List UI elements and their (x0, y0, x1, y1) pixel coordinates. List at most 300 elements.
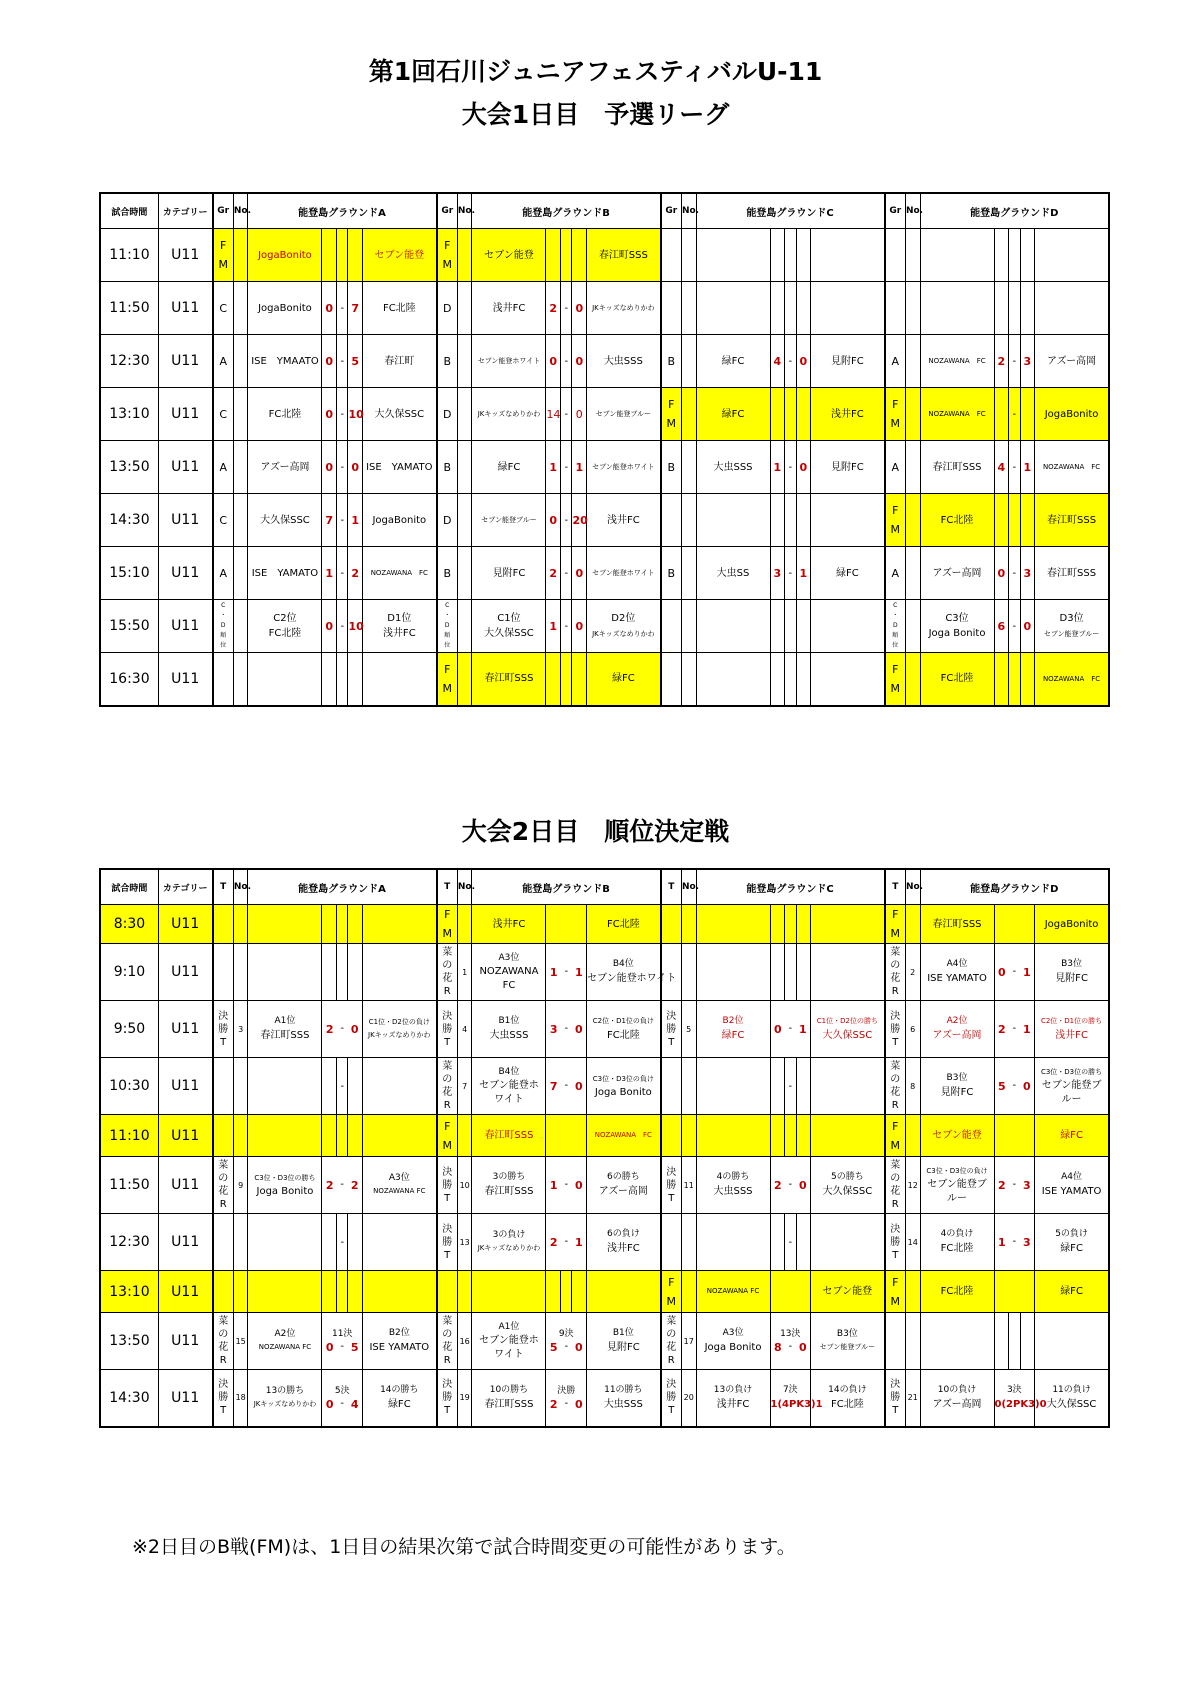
home-team: NOZAWANA FC (920, 388, 994, 441)
away-score: 0 (572, 600, 587, 653)
away-score: 5 (348, 335, 363, 388)
match-time: 14:30 (100, 1370, 158, 1427)
away-score: 3 (1020, 547, 1035, 600)
match-category: U11 (158, 600, 212, 653)
match-category: U11 (158, 282, 212, 335)
home-score: 0 (773, 1022, 782, 1036)
home-score: 2 (994, 335, 1009, 388)
group-label: C ・ D 順 位 (213, 600, 234, 653)
home-team: FC北陸 (920, 653, 994, 706)
home-seed-label: 13の負け (713, 1384, 753, 1395)
match-row (100, 388, 1109, 441)
away-score (572, 229, 587, 282)
group-label: B (661, 547, 682, 600)
away-team: D3位 セブン能登ブルー (1035, 600, 1109, 653)
home-score: 2 (325, 1022, 334, 1036)
away-seed-label: C2位・D1位の負け (592, 1017, 654, 1025)
away-score: 1 (798, 1022, 807, 1036)
score-separator: - (561, 388, 572, 441)
match-row (100, 600, 1109, 653)
match-score: 1 - 1 (546, 944, 587, 1001)
match-score: 7決 1(4PK3)1 (770, 1370, 811, 1427)
header-category: カテゴリー (158, 869, 212, 905)
away-team: A3位 NOZAWANA FC (363, 1157, 437, 1214)
home-team: NOZAWANA FC (920, 335, 994, 388)
away-team: JogaBonito (1035, 388, 1109, 441)
header-group: Gr (213, 193, 234, 229)
match-time: 9:10 (100, 944, 158, 1001)
match-score: 7 - 0 (546, 1058, 587, 1115)
home-team: ISE YMAATO (248, 335, 322, 388)
away-team: セブン能登ホワイト (587, 441, 661, 494)
match-score: 5決 0 - 4 (322, 1370, 363, 1427)
match-row (100, 229, 1109, 282)
match-time: 12:30 (100, 335, 158, 388)
match-category: U11 (158, 905, 212, 944)
score-separator: - (785, 335, 796, 388)
away-seed-label: C1位・D2位の負け (368, 1018, 430, 1026)
group-label: 決 勝 T (885, 1214, 906, 1271)
away-team: 春江町SSS (1035, 547, 1109, 600)
home-seed-label: B4位 (498, 1066, 520, 1077)
home-score: 0 (994, 547, 1009, 600)
away-seed-label: A3位 (388, 1173, 410, 1183)
home-team: A1位 セブン能登ホワイト (472, 1313, 546, 1370)
match-score: 2 - 0 (322, 1001, 363, 1058)
home-score: 0 (322, 282, 337, 335)
match-number: 1 (457, 944, 472, 1001)
header-row (100, 193, 1109, 229)
home-seed-label: 4の負け (940, 1229, 974, 1239)
group-label: A (885, 547, 906, 600)
match-time: 11:50 (100, 1157, 158, 1214)
away-seed-label: C1位・D2位の勝ち (816, 1017, 878, 1025)
home-seed-label: A3位 (722, 1328, 744, 1338)
match-time: 10:30 (100, 1058, 158, 1115)
away-team: NOZAWANA FC (1035, 441, 1109, 494)
away-seed-label: B4位 (612, 959, 634, 969)
away-team: B2位 ISE YAMATO (363, 1313, 437, 1370)
home-seed-label: 4の勝ち (716, 1172, 750, 1182)
score-separator: - (337, 282, 348, 335)
away-score: 2 (350, 1178, 359, 1192)
away-team: C2位・D1位の勝ち 浅井FC (1035, 1001, 1109, 1058)
match-row (100, 1271, 1109, 1313)
home-score (546, 653, 561, 706)
match-row (100, 335, 1109, 388)
away-score: 0 (798, 1341, 807, 1354)
group-label: F M (885, 388, 906, 441)
away-score (1020, 653, 1035, 706)
group-label: 決 勝 T (213, 1370, 234, 1427)
home-team: 4の勝ち 大虫SSS (696, 1157, 770, 1214)
home-score: 1 (546, 600, 561, 653)
match-category: U11 (158, 441, 212, 494)
home-team: 13の負け 浅井FC (696, 1370, 770, 1427)
group-label: C (213, 388, 234, 441)
away-score: 0 (798, 1178, 807, 1192)
away-score: 4 (350, 1397, 359, 1411)
header-group: T (885, 869, 906, 905)
home-seed-label: C3位・D3位の負け (926, 1166, 988, 1175)
day1-schedule-table (99, 192, 1110, 707)
home-score: 1 (322, 547, 337, 600)
home-team: A1位 春江町SSS (248, 1001, 322, 1058)
away-score: 0 (572, 388, 587, 441)
match-round-label: 3決 (1006, 1384, 1022, 1395)
away-team: 14の負け FC北陸 (811, 1370, 885, 1427)
home-score: 5 (997, 1079, 1006, 1093)
match-time: 13:10 (100, 388, 158, 441)
group-label: D (437, 388, 458, 441)
header-ground-d: 能登島グラウンドD (920, 869, 1109, 905)
home-team: JogaBonito (248, 282, 322, 335)
home-team: C3位 Joga Bonito (920, 600, 994, 653)
away-team: 緑FC (1035, 1271, 1109, 1313)
match-score (994, 1115, 1035, 1157)
group-label: 決 勝 T (661, 1001, 682, 1058)
group-label: 決 勝 T (885, 1370, 906, 1427)
away-score: 0 (796, 441, 811, 494)
home-score: 0 (322, 335, 337, 388)
away-score: 0 (574, 1022, 583, 1036)
away-score: 0 (1022, 1079, 1031, 1093)
match-category: U11 (158, 1313, 212, 1370)
home-team: ISE YAMATO (248, 547, 322, 600)
home-seed-label: C3位・D3位の勝ち (254, 1173, 316, 1182)
match-number (681, 1271, 696, 1313)
away-score: 3 (1020, 335, 1035, 388)
score-separator: - (561, 547, 572, 600)
group-label: 決 勝 T (437, 1001, 458, 1058)
header-category: カテゴリー (158, 193, 212, 229)
match-round-label: 決勝 (557, 1385, 576, 1396)
away-team: B3位 見附FC (1035, 944, 1109, 1001)
match-number: 19 (457, 1370, 472, 1427)
away-seed-label: B1位 (612, 1328, 634, 1338)
away-team: セブン能登 (811, 1271, 885, 1313)
home-team: 緑FC (472, 441, 546, 494)
day2-schedule-table (99, 868, 1110, 1428)
home-score: 4 (770, 335, 785, 388)
away-team: 浅井FC (811, 388, 885, 441)
away-team: セブン能登ブルー (587, 388, 661, 441)
group-label: 決 勝 T (213, 1001, 234, 1058)
away-team: B3位 セブン能登ブルー (811, 1313, 885, 1370)
score-separator: - (561, 441, 572, 494)
group-label: 決 勝 T (661, 1157, 682, 1214)
match-number: 15 (233, 1313, 248, 1370)
away-score: 1 (1022, 965, 1031, 979)
away-team: JogaBonito (363, 494, 437, 547)
away-team: 春江町 (363, 335, 437, 388)
away-team: 緑FC (811, 547, 885, 600)
away-score: 0 (574, 1178, 583, 1192)
day2-title: 大会2日目 順位決定戦 (461, 817, 730, 846)
match-time: 11:10 (100, 229, 158, 282)
match-time: 15:10 (100, 547, 158, 600)
away-score: 10 (348, 600, 363, 653)
home-team: C2位 FC北陸 (248, 600, 322, 653)
away-team: 浅井FC (587, 494, 661, 547)
match-number: 21 (905, 1370, 920, 1427)
score-separator: - (337, 600, 348, 653)
home-team: アズー高岡 (920, 547, 994, 600)
header-time: 試合時間 (100, 869, 158, 905)
group-label: F M (661, 388, 682, 441)
home-seed-label: 3の負け (492, 1230, 526, 1240)
group-label: 菜 の 花 R (437, 944, 458, 1001)
away-score: 0 (574, 1341, 583, 1354)
away-team: JKキッズなめりかわ (587, 282, 661, 335)
home-score: 5 (549, 1341, 558, 1354)
match-score: 2 - 3 (994, 1157, 1035, 1214)
home-score (994, 653, 1009, 706)
away-score (1020, 494, 1035, 547)
day1-title: 大会1日目 予選リーグ (461, 100, 730, 129)
match-number (905, 905, 920, 944)
home-team: C3位・D3位の負け セブン能登ブルー (920, 1157, 994, 1214)
group-label: F M (437, 1115, 458, 1157)
group-label: C ・ D 順 位 (437, 600, 458, 653)
home-seed-label: A2位 (274, 1329, 296, 1339)
home-score: 0 (322, 388, 337, 441)
match-score: 2 - 2 (322, 1157, 363, 1214)
home-score: 2 (997, 1022, 1006, 1036)
score-separator: - (561, 600, 572, 653)
match-category: U11 (158, 335, 212, 388)
home-score: 6 (994, 600, 1009, 653)
away-team: 大虫SSS (587, 335, 661, 388)
match-number: 2 (905, 944, 920, 1001)
match-category: U11 (158, 547, 212, 600)
score-separator: - (785, 441, 796, 494)
match-category: U11 (158, 229, 212, 282)
away-score: 2 (348, 547, 363, 600)
home-team: B2位 緑FC (696, 1001, 770, 1058)
match-time: 14:30 (100, 494, 158, 547)
match-score: 5 - 0 (994, 1058, 1035, 1115)
match-number: 14 (905, 1214, 920, 1271)
home-score: 7 (549, 1079, 558, 1093)
group-label: F M (885, 905, 906, 944)
match-category: U11 (158, 944, 212, 1001)
group-label: 決 勝 T (437, 1214, 458, 1271)
away-team: C1位・D2位の勝ち 大久保SSC (811, 1001, 885, 1058)
header-no: No. (681, 193, 696, 229)
header-group: T (213, 869, 234, 905)
match-row (100, 547, 1109, 600)
group-label: B (661, 441, 682, 494)
match-number (905, 1115, 920, 1157)
away-seed-label: 6の負け (606, 1229, 640, 1239)
home-team: 3の負け JKキッズなめりかわ (472, 1214, 546, 1271)
group-label: F M (885, 1115, 906, 1157)
away-score: 0 (572, 335, 587, 388)
away-seed-label: B3位 (836, 1329, 858, 1339)
match-round-label: 7決 (782, 1384, 798, 1395)
home-score: 1 (546, 441, 561, 494)
header-ground-b: 能登島グラウンドB (472, 869, 661, 905)
home-score: 1 (549, 1178, 558, 1192)
match-round-label: 5決 (334, 1385, 350, 1396)
score-separator (337, 229, 348, 282)
match-score (546, 1115, 587, 1157)
away-team: 14の勝ち 緑FC (363, 1370, 437, 1427)
group-label: F M (437, 653, 458, 706)
match-number: 5 (681, 1001, 696, 1058)
away-team: 見附FC (811, 441, 885, 494)
home-team: 見附FC (472, 547, 546, 600)
home-seed-label: 10の勝ち (489, 1384, 529, 1395)
home-team: 10の負け アズー高岡 (920, 1370, 994, 1427)
away-score: 1 (574, 1235, 583, 1249)
away-score: 20 (572, 494, 587, 547)
home-team: 緑FC (696, 335, 770, 388)
home-score: 0 (322, 600, 337, 653)
group-label: B (437, 335, 458, 388)
away-team: C1位・D2位の負け JKキッズなめりかわ (363, 1001, 437, 1058)
header-group: Gr (437, 193, 458, 229)
score-separator: - (337, 335, 348, 388)
home-score: 2 (325, 1178, 334, 1192)
match-time: 9:50 (100, 1001, 158, 1058)
group-label: A (885, 441, 906, 494)
away-seed-label: 14の勝ち (380, 1384, 419, 1395)
home-team: FC北陸 (920, 1271, 994, 1313)
home-team: JogaBonito (248, 229, 322, 282)
match-score: 9決 5 - 0 (546, 1313, 587, 1370)
score-separator: - (1009, 388, 1020, 441)
group-label: C (213, 494, 234, 547)
home-team: C1位 大久保SSC (472, 600, 546, 653)
group-label: C (213, 282, 234, 335)
header-no: No. (457, 193, 472, 229)
header-time: 試合時間 (100, 193, 158, 229)
away-score: 0 (572, 282, 587, 335)
home-team: セブン能登 (472, 229, 546, 282)
home-team: FC北陸 (920, 494, 994, 547)
match-time: 13:10 (100, 1271, 158, 1313)
home-team: 大虫SSS (696, 441, 770, 494)
away-team: D1位 浅井FC (363, 600, 437, 653)
match-number (457, 905, 472, 944)
footnote: ※2日目のB戦(FM)は、1日目の結果次第で試合時間変更の可能性があります。 (132, 1536, 796, 1558)
match-number: 4 (457, 1001, 472, 1058)
away-team: FC北陸 (363, 282, 437, 335)
away-team: A4位 ISE YAMATO (1035, 1157, 1109, 1214)
match-category: U11 (158, 388, 212, 441)
away-team: 緑FC (1035, 1115, 1109, 1157)
home-team: 春江町SSS (920, 441, 994, 494)
score-separator: - (561, 282, 572, 335)
home-score (770, 388, 785, 441)
score-separator: - (785, 547, 796, 600)
away-seed-label: C3位・D3位の勝ち (1040, 1067, 1103, 1076)
header-ground-b: 能登島グラウンドB (472, 193, 661, 229)
match-number: 20 (681, 1370, 696, 1427)
away-team: D2位 JKキッズなめりかわ (587, 600, 661, 653)
match-number (905, 1271, 920, 1313)
home-score: 0 (546, 494, 561, 547)
match-number: 11 (681, 1157, 696, 1214)
match-number: 12 (905, 1157, 920, 1214)
away-score: 0 (796, 335, 811, 388)
header-group: T (661, 869, 682, 905)
score-separator: - (337, 441, 348, 494)
match-score: 決勝 2 - 0 (546, 1370, 587, 1427)
group-label: F M (885, 653, 906, 706)
score-separator: - (337, 494, 348, 547)
match-number: 10 (457, 1157, 472, 1214)
group-label: 決 勝 T (437, 1370, 458, 1427)
match-score: 13決 8 - 0 (770, 1313, 811, 1370)
away-seed-label: C3位・D3位の負け (592, 1074, 654, 1083)
away-seed-label: A4位 (1061, 1172, 1082, 1182)
away-score (572, 653, 587, 706)
away-team: 見附FC (811, 335, 885, 388)
home-seed-label: B3位 (946, 1073, 968, 1083)
home-team: B4位 セブン能登ホワイト (472, 1058, 546, 1115)
score-separator (561, 229, 572, 282)
match-row: 10:30 U11 - 菜 の 花 R 7 B4位 セブン能登ホワイト 7 - 0 C3位・D3位の負け Joga Bonito - 菜 の 花 R 8 B3位 見附FC 5 - 0 C3位・D3位の勝ち セブン能登ブルー (100, 1058, 1109, 1115)
home-team: B1位 大虫SSS (472, 1001, 546, 1058)
home-score (546, 229, 561, 282)
score-separator: - (1009, 547, 1020, 600)
away-score: 1 (574, 965, 583, 979)
home-score: 0 (325, 1341, 334, 1354)
header-no: No. (457, 869, 472, 905)
away-score: 10 (348, 388, 363, 441)
group-label: B (661, 335, 682, 388)
away-score: 7 (348, 282, 363, 335)
match-score: 1 - 0 (546, 1157, 587, 1214)
away-team: アズー高岡 (1035, 335, 1109, 388)
away-score: 5 (350, 1341, 359, 1354)
home-team: 浅井FC (472, 282, 546, 335)
score-separator: - (1009, 335, 1020, 388)
home-seed-label: 3の勝ち (492, 1172, 526, 1182)
home-seed-label: A2位 (946, 1016, 968, 1026)
home-team: 4の負け FC北陸 (920, 1214, 994, 1271)
away-score: 3 (1022, 1235, 1031, 1249)
away-seed-label: 5の勝ち (830, 1172, 864, 1182)
score-separator: - (337, 547, 348, 600)
home-team: A2位 NOZAWANA FC (248, 1313, 322, 1370)
match-time: 13:50 (100, 441, 158, 494)
score-separator (561, 653, 572, 706)
group-label: D (437, 494, 458, 547)
away-team: ISE YAMATO (363, 441, 437, 494)
home-score: 2 (546, 547, 561, 600)
away-score: 0 (350, 1022, 359, 1036)
home-team: 緑FC (696, 388, 770, 441)
home-score: 1 (997, 1235, 1006, 1249)
away-team: B1位 見附FC (587, 1313, 661, 1370)
group-label: A (213, 547, 234, 600)
home-team: 10の勝ち 春江町SSS (472, 1370, 546, 1427)
match-score: 0 - 1 (770, 1001, 811, 1058)
away-seed-label: B2位 (388, 1328, 410, 1338)
group-label: F M (437, 905, 458, 944)
home-seed-label: A1位 (498, 1321, 520, 1332)
match-score: 3 - 0 (546, 1001, 587, 1058)
away-team: 春江町SSS (1035, 494, 1109, 547)
group-label: 菜 の 花 R (885, 1157, 906, 1214)
away-score: 0 (348, 441, 363, 494)
home-seed-label: 13の勝ち (265, 1385, 305, 1396)
match-number: 8 (905, 1058, 920, 1115)
